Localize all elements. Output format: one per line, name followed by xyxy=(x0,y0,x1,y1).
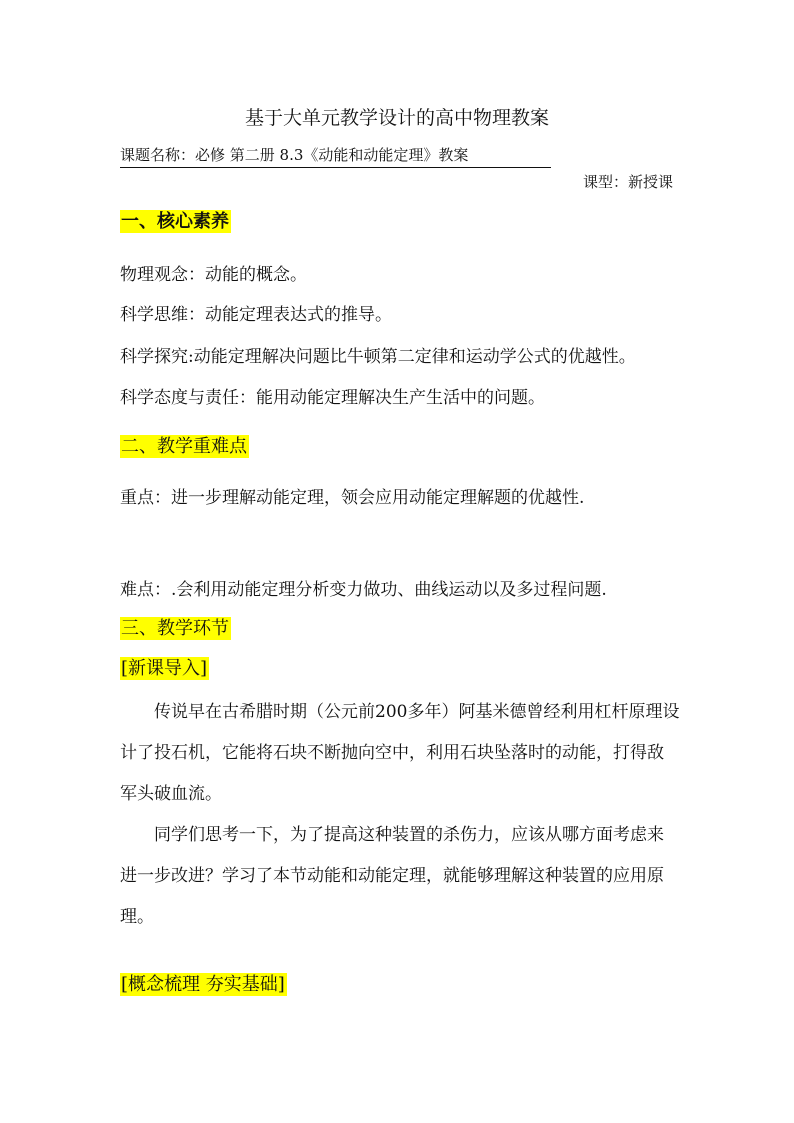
core-item-scientific-attitude: 科学态度与责任：能用动能定理解决生产生活中的问题。 xyxy=(120,388,545,408)
section-heading-core xyxy=(120,207,231,233)
core-item-scientific-inquiry: 科学探究:动能定理解决问题比牛顿第二定律和运动学公式的优越性。 xyxy=(120,347,636,367)
intro-paragraph-2: 同学们思考一下，为了提高这种装置的杀伤力，应该从哪方面考虑来进一步改进？学习了本节动能和动能定理，就能够理解这种装置的应用原理。 xyxy=(120,825,664,927)
section-heading-process xyxy=(120,614,231,640)
heading-highlight: 一、核心素养 xyxy=(121,211,229,232)
core-item-physics-concept: 物理观念：动能的概念。 xyxy=(120,265,307,285)
key-point-focus: 重点：进一步理解动能定理，领会应用动能定理解题的优越性. xyxy=(120,488,585,508)
document-title: 基于大单元教学设计的高中物理教案 xyxy=(244,107,549,129)
heading-highlight: 二、教学重难点 xyxy=(121,436,247,457)
course-type: 课型：新授课 xyxy=(582,173,673,191)
subheading-highlight: [概念梳理 夯实基础] xyxy=(121,974,285,995)
core-item-scientific-thinking: 科学思维：动能定理表达式的推导。 xyxy=(120,305,392,325)
course-name: 课题名称：必修 第二册 8.3《动能和动能定理》教案 xyxy=(120,144,551,168)
section-heading-key-points xyxy=(120,432,249,458)
subheading-intro xyxy=(120,654,209,680)
subheading-highlight: [新课导入] xyxy=(121,658,208,679)
intro-paragraph-1: 传说早在古希腊时期（公元前200多年）阿基米德曾经利用杠杆原理设计了投石机，它能将石块不断抛向空中，利用石块坠落时的动能，打得敌军头破血流。 xyxy=(120,702,680,804)
heading-highlight: 三、教学环节 xyxy=(121,618,229,639)
key-point-difficulty: 难点：.会利用动能定理分析变力做功、曲线运动以及多过程问题. xyxy=(120,580,607,600)
subheading-concept xyxy=(120,970,287,996)
